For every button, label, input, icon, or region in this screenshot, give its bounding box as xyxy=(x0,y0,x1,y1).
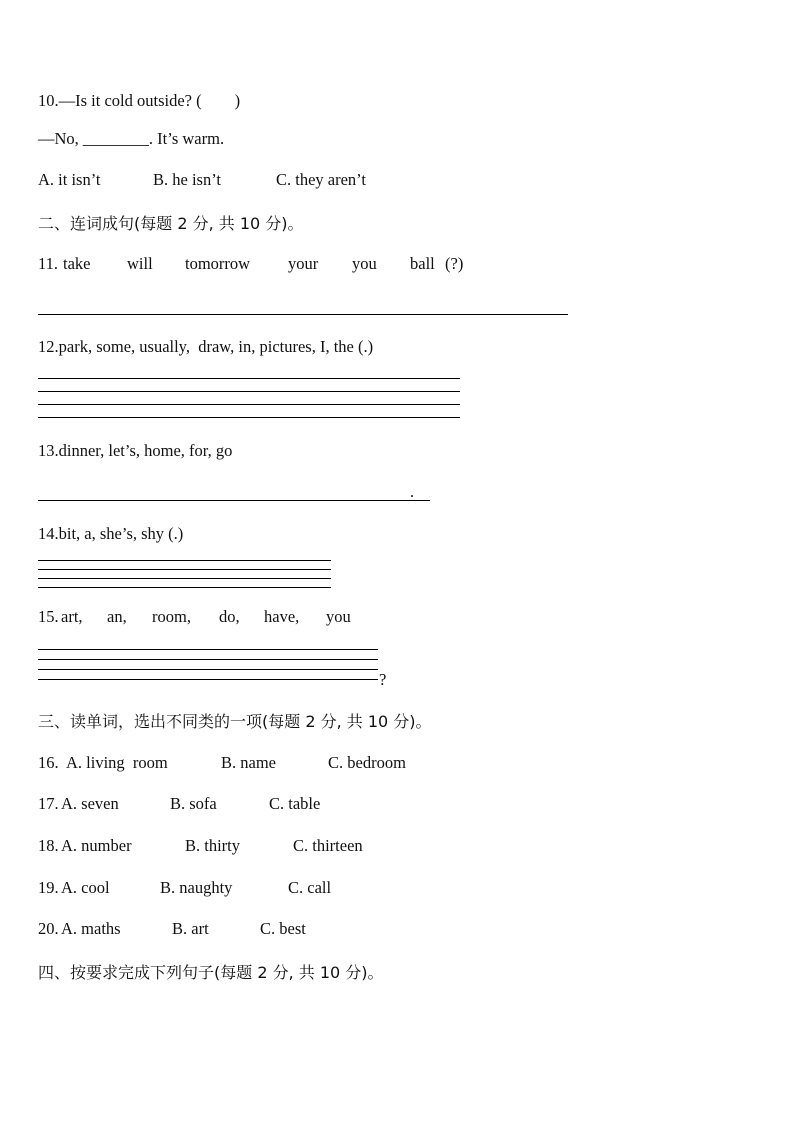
q11-word: (?) xyxy=(445,254,464,273)
q16-option-c[interactable]: C. bedroom xyxy=(328,753,406,772)
q15-word: room, xyxy=(152,607,191,626)
q14-answer-line[interactable] xyxy=(38,578,331,579)
q13-end-mark: . xyxy=(410,482,415,501)
section2-heading: 二、连词成句(每题 2 分, 共 10 分)。 xyxy=(38,214,304,233)
q15-end-mark: ? xyxy=(379,670,387,689)
q10-question: 10.—Is it cold outside? ( ) xyxy=(38,91,241,110)
q11-number: 11. xyxy=(38,254,59,273)
q15-word: art, xyxy=(61,607,83,626)
q17-number: 17. xyxy=(38,794,59,813)
q20-number: 20. xyxy=(38,919,59,938)
q16-number: 16. xyxy=(38,753,59,772)
q15-answer-line[interactable] xyxy=(38,679,378,680)
q17-option-a[interactable]: A. seven xyxy=(61,794,119,813)
section4-heading: 四、按要求完成下列句子(每题 2 分, 共 10 分)。 xyxy=(38,963,384,982)
q11-word: take xyxy=(63,254,91,273)
q14-answer-line[interactable] xyxy=(38,569,331,570)
q16-option-a[interactable]: A. living room xyxy=(66,753,168,772)
q19-number: 19. xyxy=(38,878,59,897)
q20-option-c[interactable]: C. best xyxy=(260,919,306,938)
q15-answer-line[interactable] xyxy=(38,669,378,670)
q19-option-b[interactable]: B. naughty xyxy=(160,878,233,897)
q15-answer-line[interactable] xyxy=(38,649,378,650)
q20-option-b[interactable]: B. art xyxy=(172,919,209,938)
q15-word: do, xyxy=(219,607,240,626)
q18-option-a[interactable]: A. number xyxy=(61,836,132,855)
q11-answer-line[interactable] xyxy=(38,314,568,315)
q16-option-b[interactable]: B. name xyxy=(221,753,276,772)
q15-word: an, xyxy=(107,607,127,626)
q20-option-a[interactable]: A. maths xyxy=(61,919,121,938)
q11-word: you xyxy=(352,254,377,273)
q14-answer-line[interactable] xyxy=(38,560,331,561)
q19-option-c[interactable]: C. call xyxy=(288,878,332,897)
q12-prompt: 12.park, some, usually, draw, in, pictures, I, the (.) xyxy=(38,337,374,356)
q11-word: will xyxy=(127,254,153,273)
q10-answer-line: —No, ________. It’s warm. xyxy=(38,129,225,148)
q10-option-c[interactable]: C. they aren’t xyxy=(276,170,366,189)
q14-prompt: 14.bit, a, she’s, shy (.) xyxy=(38,524,184,543)
q12-answer-line[interactable] xyxy=(38,378,460,379)
q12-answer-line[interactable] xyxy=(38,417,460,418)
q11-word: tomorrow xyxy=(185,254,251,273)
q13-prompt: 13.dinner, let’s, home, for, go xyxy=(38,441,233,460)
q12-answer-line[interactable] xyxy=(38,391,460,392)
q18-option-c[interactable]: C. thirteen xyxy=(293,836,363,855)
q12-answer-line[interactable] xyxy=(38,404,460,405)
q10-option-a[interactable]: A. it isn’t xyxy=(38,170,101,189)
q11-word: your xyxy=(288,254,319,273)
section3-heading: 三、读单词，选出不同类的一项(每题 2 分, 共 10 分)。 xyxy=(38,712,432,731)
q14-answer-line[interactable] xyxy=(38,587,331,588)
q10-option-b[interactable]: B. he isn’t xyxy=(153,170,221,189)
q15-number: 15. xyxy=(38,607,59,626)
q15-answer-line[interactable] xyxy=(38,659,378,660)
q13-answer-line[interactable] xyxy=(38,500,430,501)
q17-option-c[interactable]: C. table xyxy=(269,794,321,813)
q19-option-a[interactable]: A. cool xyxy=(61,878,110,897)
q18-option-b[interactable]: B. thirty xyxy=(185,836,241,855)
q11-word: ball xyxy=(410,254,435,273)
q17-option-b[interactable]: B. sofa xyxy=(170,794,217,813)
q15-word: have, xyxy=(264,607,300,626)
q15-word: you xyxy=(326,607,351,626)
q18-number: 18. xyxy=(38,836,59,855)
